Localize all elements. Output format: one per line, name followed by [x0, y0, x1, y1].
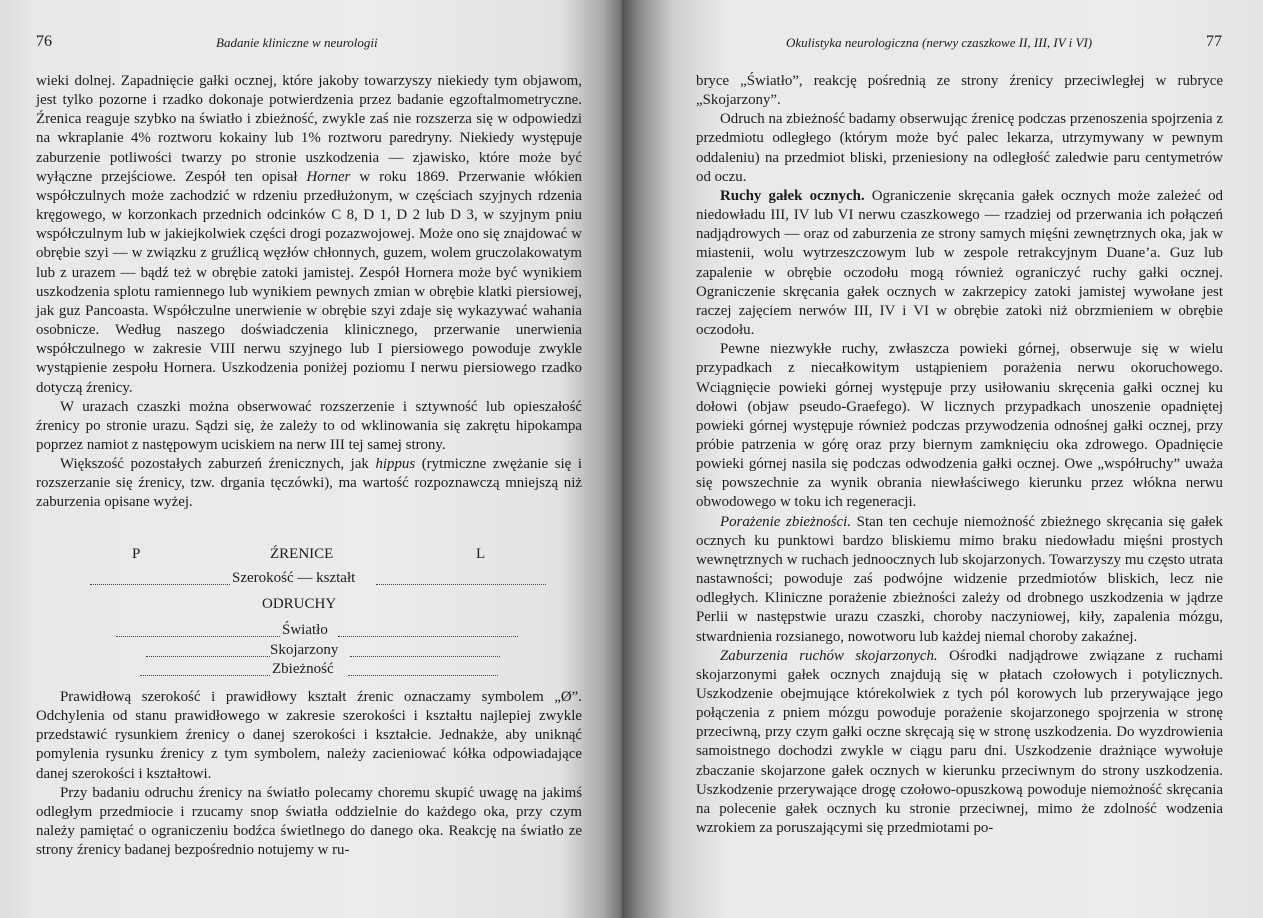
paragraph — [36, 72, 582, 398]
text-run: wieki dolnej. Zapadnięcie gałki ocznej, które jakoby towarzyszy niekiedy tym objawom, jest tylko pozorne i rzadko dokonaje potwierdzenia przez badanie egzoftalmometryczne. Źrenica reaguje szybko na światło i zbieżność, zwykle zaś nie rozszerza się w odpowiedzi na wkraplanie 4% roztworu kokainy lub 1% roztworu paredryny. Niekiedy występuje zaburzenie potliwości twarzy po stronie uszkodzenia — zjawisko, które może być wyłączne przejściowe. Zespół ten opisał — [36, 73, 582, 185]
dotted-line — [348, 675, 498, 676]
text-run: Prawidłową szerokość i prawidłowy kształt źrenic oznaczamy symbolem „Ø”. Odchylenia od stanu prawidłowego w zakresie szerokości i kształtu najlepiej zwykle przedstawić rysunkiem źrenicy o danej szerokości i kształcie. Jednakże, aby uniknąć pomylenia rysunku źrenicy z tym symbolem, należy zacieniować kółka odpowiadające danej szerokości i kształtowi. — [36, 689, 582, 782]
text-run: Większość pozostałych zaburzeń źrenicznych, jak — [60, 456, 376, 473]
paragraph — [696, 340, 1223, 512]
paragraph — [696, 187, 1223, 340]
dotted-line — [350, 656, 500, 657]
text-run: Przy badaniu odruchu źrenicy na światło polecamy choremu skupić uwagę na jakimś odległym przedmiocie i rzucamy snop światła oddzielnie do każdego oka, przy czym należy pamiętać o ograniczeniu bodźca świetlnego do danego oka. Reakcję na światło ze strony źrenicy badanej bezpośrednio notujemy w ru- — [36, 784, 582, 859]
scheme-row-convergence: Zbieżność — [272, 661, 334, 677]
scheme-left-label: P — [132, 546, 141, 562]
scheme-row-width-shape: Szerokość — kształt — [232, 570, 356, 586]
scheme-row-consensual: Skojarzony — [270, 642, 339, 658]
text-run: Ruchy gałek ocznych. — [720, 187, 865, 204]
text-run: Stan ten cechuje niemożność zbieżnego skręcania się gałek ocznych ku punktowi bardzo bliskiemu mimo braku niedowładu mięśni prostych wewnętrznych w ruchach jednoocznych lub skojarzonych. Towarzyszy mu często utrata nastawności; powoduje zaś podwójne widzenie przedmiotów bliskich, lecz nie odległych. Kliniczne porażenie zbieżności zależy od drobnego uszkodzenia w jądrze Perlii w następstwie urazu czaszki, choroby naczyniowej, kiły, zapalenia mózgu, stwardnienia rozsianego, nowotworu lub każdej niemal choroby zakaźnej. — [696, 513, 1223, 645]
dotted-line — [376, 584, 546, 585]
text-run: Horner — [306, 168, 351, 185]
left-page — [0, 0, 622, 918]
paragraph — [36, 784, 582, 861]
scheme-right-label: L — [476, 546, 486, 562]
text-run: w roku 1869. Przerwanie włókien współczulnych może zachodzić w rdzeniu przedłużonym, w częściach szyjnych rdzenia kręgowego, w korzonkach przednich odcinków C 8, D 1, D 2 lub D 3, w szyjnym pniu współczulnym lub w jakiejkolwiek części drogi pozazwojowej. Może ono się znajdować w obrębie szyi — w związku z gruźlicą węzłów chłonnych, guzem, wolem gruczolakowatym lub z urazem — bądź też w obrębie zatoki jamistej. Zespół Hornera może być wynikiem uszkodzenia splotu ramiennego lub wynikiem pewnych zmian w obrębie klatki piersiowej, jak guz Pancoasta. Współczulne unerwienie w obrębie szyi zdaje się wykazywać wahania osobnicze. Według naszego doświadczenia klinicznego, przerwanie unerwienia współczulnego w zakresie VIII nerwu szyjnego lub I piersiowego powoduje zwykle wystąpienie zespołu Hornera. Uszkodzenia poniżej poziomu I nerwu piersiowego rzadko dotyczą źrenicy. — [36, 168, 582, 396]
text-run: Ograniczenie skręcania gałek ocznych może zależeć od niedowładu III, IV lub VI nerwu czaszkowego — rzadziej od przerwania ich połączeń nadjądrowych — oraz od zaburzenia ze strony samych mięśni zewnętrznych oka, jak w miastenii, wolu wytrzeszczowym lub w zespole retrakcyjnym Duane’a. Guz lub zapalenie w obrębie oczodołu mogą również ograniczyć ruchy gałki ocznej. Ograniczenie skręcania gałek ocznych w zakrzepicy zatoki jamistej wywołane jest raczej zajęciem nerwów III, IV i VI w obrębie zatoki niż obrzmieniem w obrębie oczodołu. — [696, 187, 1223, 339]
text-run: Pewne niezwykłe ruchy, zwłaszcza powieki górnej, obserwuje się w wielu przypadkach z niecałkowitym ustąpieniem porażenia nerwu okoruchowego. Wciągnięcie powieki górnej występuje przy usiłowaniu skręcenia gałki ocznej ku dołowi (objaw pseudo-Graefego). W licznych przypadkach unoszenie opadniętej powieki górnej występuje również podczas przywodzenia odnośnej gałki ocznej, przy próbie patrzenia w górę oraz przy biernym zamknięciu oka zdrowego. Opadnięcie powieki górnej nasila się podczas odwodzenia gałki ocznej. Owe „współruchy” uważa się powszechnie za wynik obrania niewłaściwego kierunku przez włókna nerwu obwodowego w toku ich regeneracji. — [696, 341, 1223, 511]
text-run: Odruch na zbieżność badamy obserwując źrenicę podczas przenoszenia spojrzenia z przedmiotu odległego (którym może być palec lekarza, utrzymywany w pewnym oddaleniu) na przedmiot bliski, przeniesiony na odległość zaledwie paru centymetrów od oczu. — [696, 111, 1223, 185]
dotted-line — [146, 656, 270, 657]
right-page — [622, 0, 1263, 918]
body-text-top — [36, 72, 582, 513]
paragraph — [696, 513, 1223, 647]
running-head: Badanie kliniczne w neurologii — [216, 35, 378, 50]
paragraph — [696, 647, 1223, 839]
page-number: 77 — [1206, 33, 1222, 50]
text-run: hippus — [375, 456, 416, 473]
paragraph — [36, 688, 582, 784]
dotted-line — [140, 675, 270, 676]
paragraph — [36, 455, 582, 512]
pupil-scheme — [36, 540, 582, 680]
body-text — [696, 72, 1223, 838]
text-run: bryce „Światło”, reakcję pośrednią ze strony źrenicy przeciwległej w rubryce „Skojarzony”. — [696, 73, 1223, 109]
paragraph — [696, 72, 1223, 110]
dotted-line — [116, 636, 280, 637]
text-run: Zaburzenia ruchów skojarzonych. — [720, 647, 938, 664]
body-text-bottom — [36, 688, 582, 860]
paragraph — [36, 398, 582, 455]
text-run: W urazach czaszki można obserwować rozszerzenie i sztywność lub opieszałość źrenicy po stronie urazu. Sądzi się, że zależy to od wklinowania się zakrętu hipokampa poprzez namiot z następowym uciskiem na nerw III tej samej strony. — [36, 398, 582, 453]
dotted-line — [338, 636, 518, 637]
text-run: (rytmiczne zwężanie się i rozszerzanie się źrenicy, tzw. drgania tęczówki), ma wartość rozpoznawczą mniejszą niż zaburzenia opisane wyżej. — [36, 456, 582, 511]
text-run: Ośrodki nadjądrowe związane z ruchami skojarzonymi gałek ocznych znajdują się w płatach czołowych i potylicznych. Uszkodzenie obejmujące którekolwiek z tych pól korowych lub przerywające jego połączenia z pniem mózgu powoduje porażenie skojarzonego spojrzenia w stronę przeciwną, przy czym gałki oczne skręcają się w stronę uszkodzenia. Do wyzdrowienia samoistnego dochodzi zwykle w ciągu paru dni. Uszkodzenie drażniące wywołuje zbaczanie skojarzone gałek ocznych w kierunku przeciwnym do strony uszkodzenia. Uszkodzenie przerywające drogę czołowo-opuszkową powoduje niemożność skręcania na polecenie gałek ocznych ku stronie przeciwnej, mimo że zdolność wodzenia wzrokiem za poruszającymi się przedmiotami po- — [696, 647, 1223, 837]
scheme-title: ŹRENICE — [270, 546, 334, 562]
running-head: Okulistyka neurologiczna (nerwy czaszkowe II, III, IV i VI) — [786, 35, 1093, 50]
text-run: Porażenie zbieżności. — [720, 513, 851, 530]
paragraph — [696, 110, 1223, 187]
scheme-row-light: Światło — [282, 622, 328, 638]
dotted-line — [90, 584, 230, 585]
page-number: 76 — [36, 33, 52, 50]
scheme-section-title: ODRUCHY — [262, 596, 337, 612]
